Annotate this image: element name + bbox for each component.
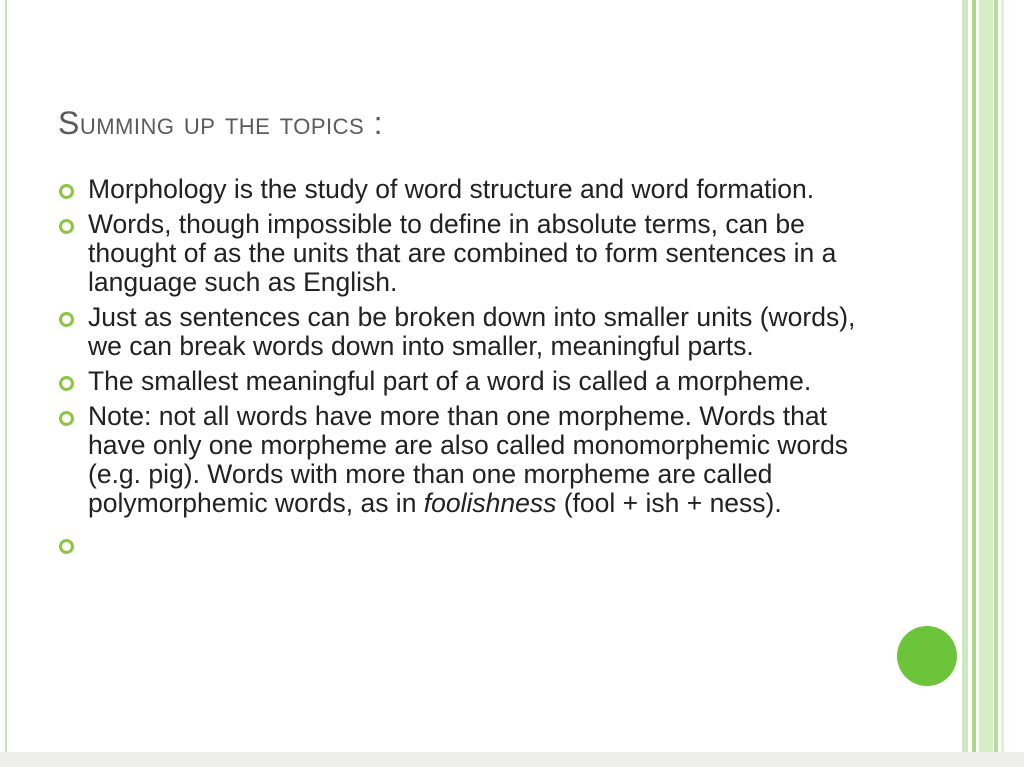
stripe-1 <box>962 0 968 752</box>
stripe-2 <box>972 0 976 752</box>
bullet-text <box>88 529 95 559</box>
bullet-circle-icon <box>59 539 74 554</box>
bullet-circle-icon <box>59 312 74 327</box>
bullet-circle-icon <box>59 376 74 391</box>
slide-title: Summing up the topics : <box>58 105 384 141</box>
bullet-item <box>58 367 878 396</box>
bullet-text: Just as sentences can be broken down into smaller units (words), we can break words down into smaller, meaningful parts. <box>88 302 856 361</box>
green-circle-decoration <box>897 626 957 686</box>
bullet-item <box>58 303 878 361</box>
bullet-italic-example: foolishness <box>423 488 557 518</box>
bottom-band <box>0 752 1024 767</box>
bullet-item-empty <box>58 530 878 559</box>
bullet-list <box>58 175 878 565</box>
bullet-text: Words, though impossible to define in absolute terms, can be thought of as the units that are combined to form sentences in a language such as English. <box>88 209 837 297</box>
bullet-text-after: (fool + ish + ness). <box>556 488 782 518</box>
bullet-text: Morphology is the study of word structure and word formation. <box>88 174 815 204</box>
bullet-circle-icon <box>59 219 74 234</box>
bullet-text: The smallest meaningful part of a word is called a morpheme. <box>88 366 812 396</box>
bullet-text: Note: not all words have more than one morpheme. Words that have only one morpheme are also called monomorphemic words (e.g. pig). Words with more than one morpheme are called polymorphemic words, as in <box>88 401 849 518</box>
bullet-item <box>58 210 878 297</box>
left-border-line <box>5 0 7 752</box>
bullet-circle-icon <box>59 411 74 426</box>
stripe-5 <box>1001 0 1004 752</box>
bullet-circle-icon <box>59 184 74 199</box>
bullet-item <box>58 175 878 204</box>
right-decorative-stripes <box>954 0 1024 752</box>
bullet-item <box>58 402 878 518</box>
stripe-4 <box>994 0 998 752</box>
stripe-3 <box>979 0 993 752</box>
